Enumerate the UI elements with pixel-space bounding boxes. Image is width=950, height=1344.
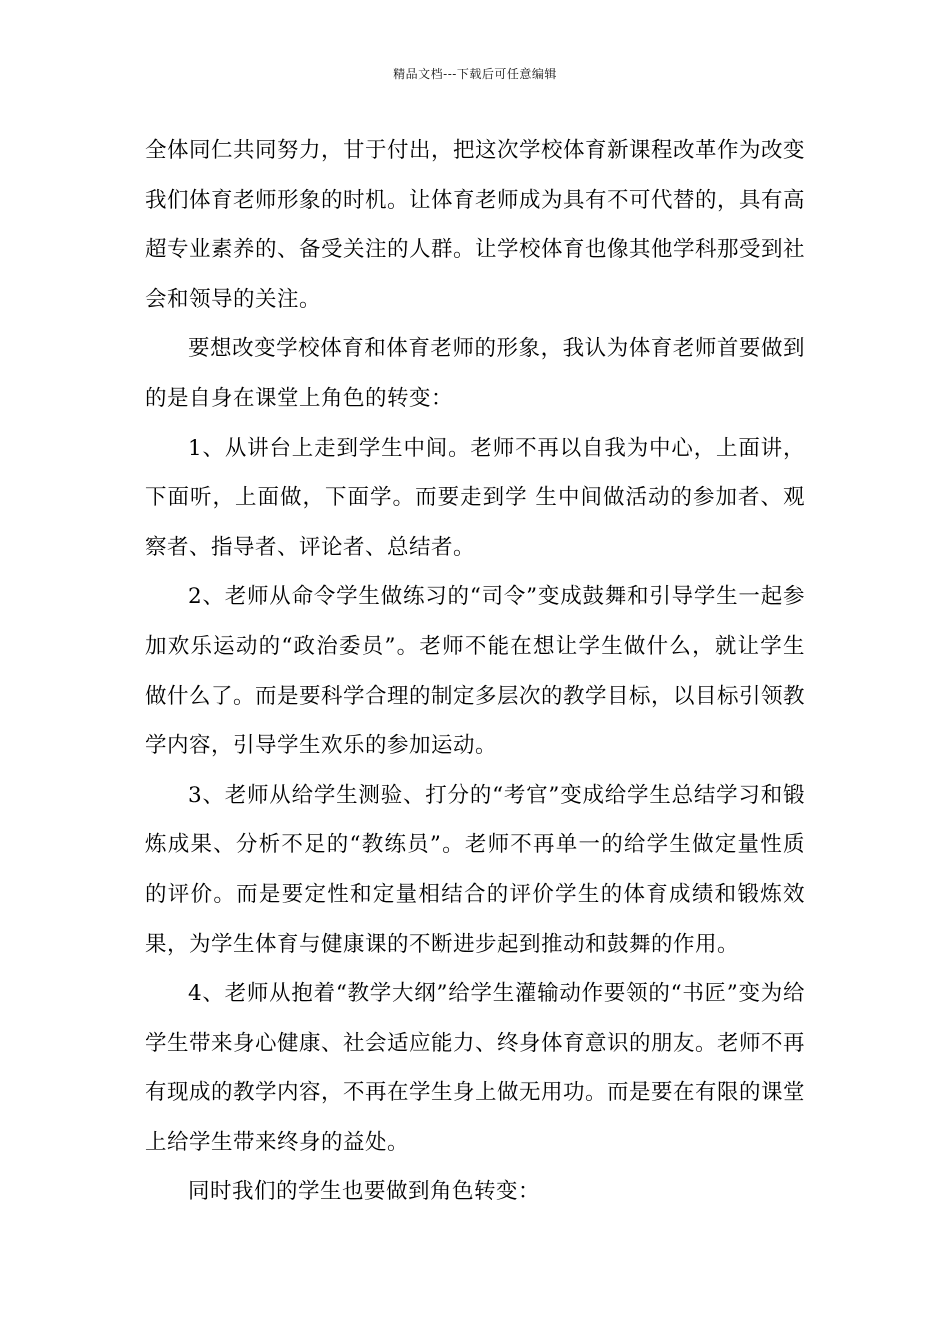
paragraph-4: 2、老师从命令学生做练习的“司令”变成鼓舞和引导学生一起参加欢乐运动的“政治委员”。老师不能在想让学生做什么，就让学生做什么了。而是要科学合理的制定多层次的教学目标，以目标引领教学内容，引导学生欢乐的参加运动。 [145,584,806,759]
paragraph-2: 要想改变学校体育和体育老师的形象，我认为体育老师首要做到的是自身在课堂上角色的转变： [145,336,805,411]
paragraph-3: 1、从讲台上走到学生中间。老师不再以自我为中心，上面讲，下面听，上面做，下面学。而要走到学 生中间做活动的参加者、观察者、指导者、评论者、总结者。 [145,435,805,560]
document-body [145,126,805,1217]
paragraph-6: 4、老师从抱着“教学大纲”给学生灌输动作要领的“书匠”变为给学生带来身心健康、社会适应能力、终身体育意识的朋友。老师不再有现成的教学内容，不再在学生身上做无用功。而是要在有限的课堂上给学生带来终身的益处。 [145,981,806,1155]
page-header: 精品文档---下载后可任意编辑 [393,67,557,81]
paragraph-7: 同时我们的学生也要做到角色转变： [188,1179,541,1205]
paragraph-1: 全体同仁共同努力，甘于付出，把这次学校体育新课程改革作为改变我们体育老师形象的时机。让体育老师成为具有不可代替的，具有高超专业素养的、备受关注的人群。让学校体育也像其他学科那受到社会和领导的关注。 [145,138,806,312]
paragraph-5: 3、老师从给学生测验、打分的“考官”变成给学生总结学习和锻炼成果、分析不足的“教练员”。老师不再单一的给学生做定量性质的评价。而是要定性和定量相结合的评价学生的体育成绩和锻炼效果，为学生体育与健康课的不断进步起到推动和鼓舞的作用。 [145,782,805,957]
